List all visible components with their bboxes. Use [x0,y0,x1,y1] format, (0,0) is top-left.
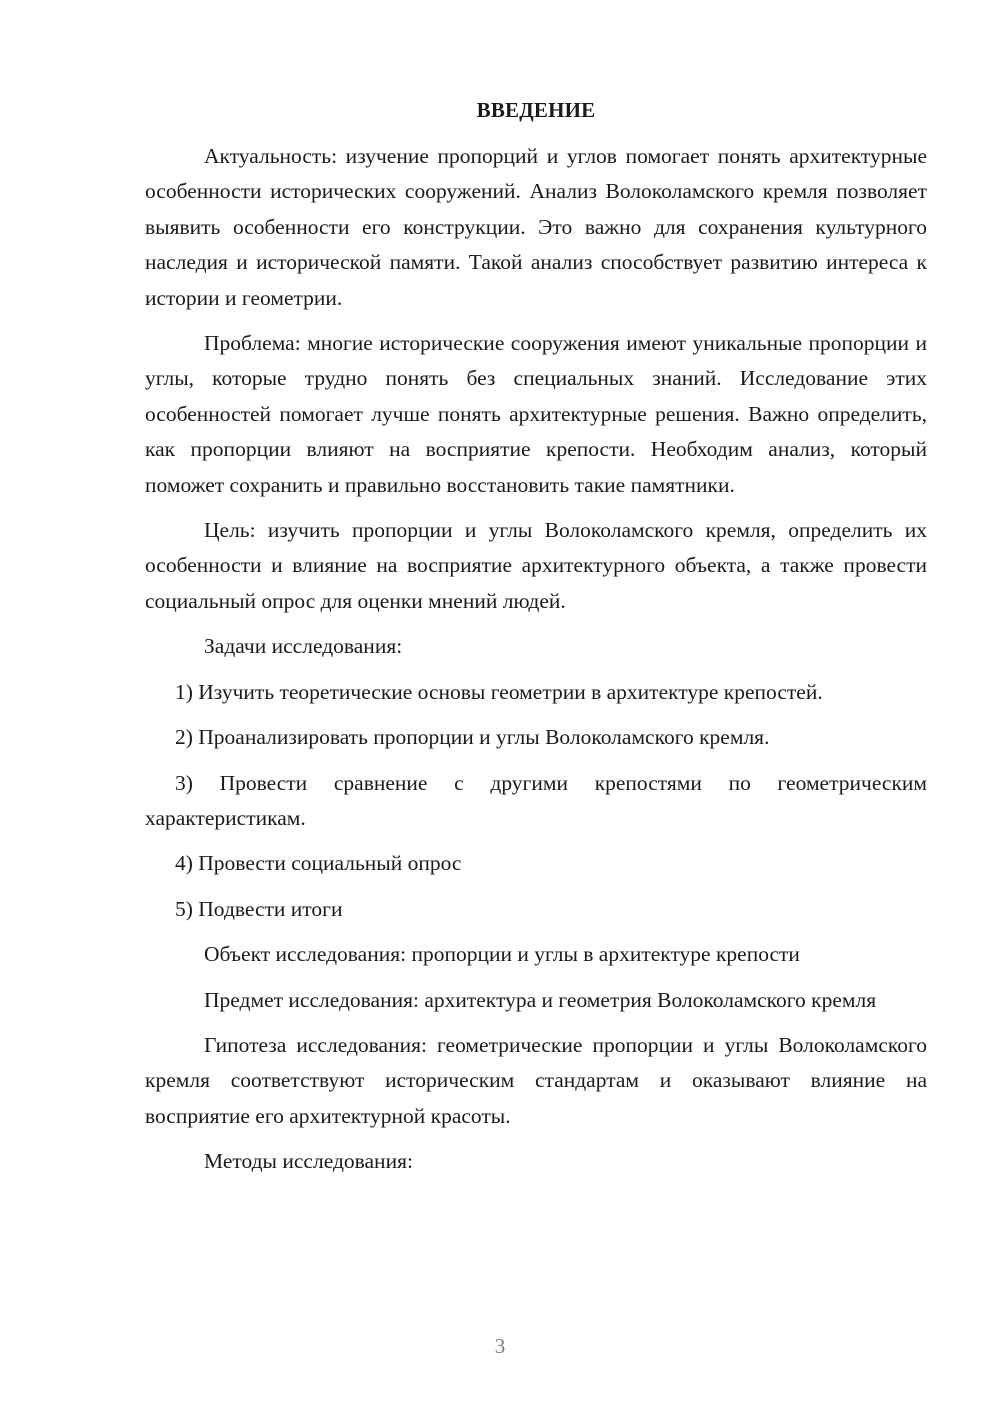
task-item-5: 5) Подвести итоги [175,896,343,921]
document-page [145,95,927,1190]
paragraph-tasks-heading: Задачи исследования: [204,634,403,659]
paragraph-problem: Проблема: многие исторические сооружения имеют уникальные пропорции и углы, которые трудно понять без специальных знаний. Исследование этих особенностей помогает лучше понять архитектурные решения. Важно определить, как пропорции влияют на восприятие крепости. Необходим анализ, который поможет сохранить и правильно восстановить такие памятники. [145,331,927,497]
paragraph-relevance: Актуальность: изучение пропорций и углов помогает понять архитектурные особенности исторических сооружений. Анализ Волоколамского кремля позволяет выявить особенности его конструкции. Это важно для сохранения культурного наследия и исторической памяти. Такой анализ способствует развитию интереса к истории и геометрии. [145,144,927,310]
paragraph-object: Объект исследования: пропорции и углы в архитектуре крепости [204,942,800,967]
task-item-4: 4) Провести социальный опрос [175,851,462,876]
paragraph-hypothesis: Гипотеза исследования: геометрические пропорции и углы Волоколамского кремля соответствуют историческим стандартам и оказывают влияние на восприятие его архитектурной красоты. [145,1032,927,1128]
paragraph-subject: Предмет исследования: архитектура и геометрия Волоколамского кремля [204,987,877,1012]
task-item-1: 1) Изучить теоретические основы геометрии в архитектуре крепостей. [175,679,823,704]
paragraph-goal: Цель: изучить пропорции и углы Волоколамского кремля, определить их особенности и влияние на восприятие архитектурного объекта, а также провести социальный опрос для оценки мнений людей. [145,518,927,613]
task-item-2: 2) Проанализировать пропорции и углы Волоколамского кремля. [175,725,770,750]
task-item-3: 3) Провести сравнение с другими крепостями по геометрическим характеристикам. [145,770,927,830]
section-heading: ВВЕДЕНИЕ [476,98,596,122]
page-number: 3 [494,1334,506,1358]
paragraph-methods: Методы исследования: [204,1149,413,1174]
